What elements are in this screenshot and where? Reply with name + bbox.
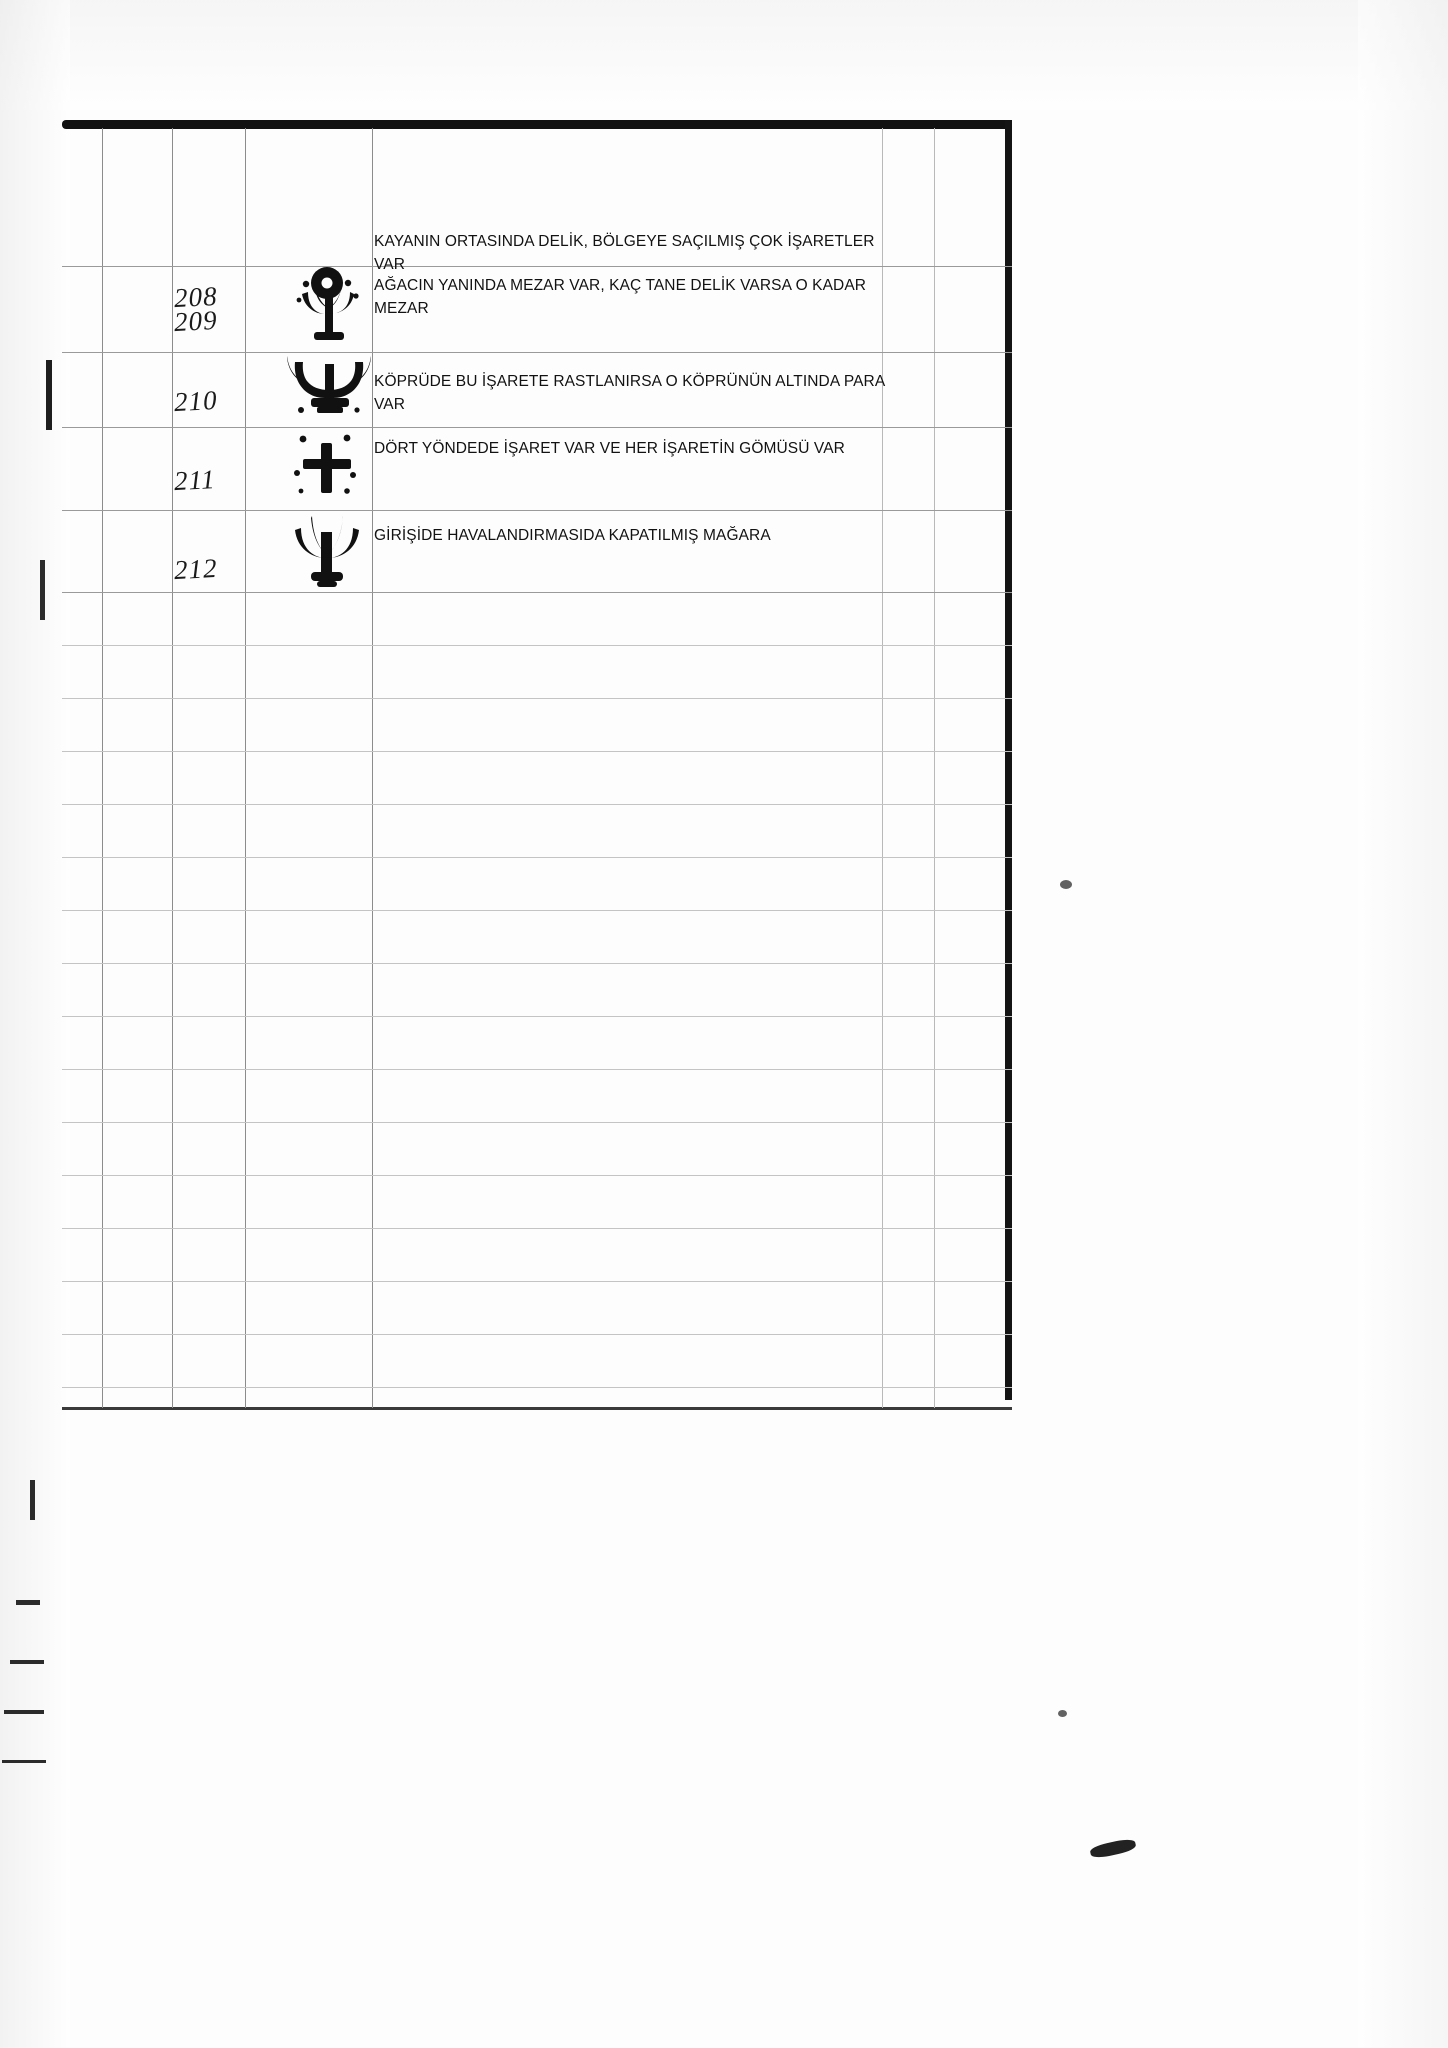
table-row xyxy=(62,352,1012,427)
scan-speck xyxy=(1060,880,1072,889)
row-description: KÖPRÜDE BU İŞARETE RASTLANIRSA O KÖPRÜNÜN ALTINDA PARA VAR xyxy=(374,373,885,414)
scan-edge-shading-right xyxy=(1358,0,1448,2048)
row-rule xyxy=(62,1228,1012,1229)
row-number: 209 xyxy=(173,304,219,338)
scan-smudge xyxy=(1089,1837,1137,1859)
table-row xyxy=(62,266,1012,352)
row-rule xyxy=(62,1122,1012,1123)
scan-artifact xyxy=(16,1600,40,1605)
row-rule xyxy=(62,857,1012,858)
row-rule xyxy=(62,1175,1012,1176)
row-number: 210 xyxy=(173,384,219,418)
row-rule xyxy=(62,1016,1012,1017)
cross-with-four-dots-symbol xyxy=(277,429,377,510)
row-rule xyxy=(62,804,1012,805)
scan-edge-shading-left xyxy=(0,0,70,2048)
scan-artifact xyxy=(2,1760,46,1763)
row-rule xyxy=(62,1334,1012,1335)
row-rule xyxy=(62,751,1012,752)
row-rule xyxy=(62,1281,1012,1282)
table-border-bottom xyxy=(62,1407,1012,1410)
scan-speck xyxy=(1058,1710,1067,1717)
row-description: KAYANIN ORTASINDA DELİK, BÖLGEYE SAÇILMIŞ ÇOK İŞARETLER VAR xyxy=(374,233,875,274)
table-row xyxy=(62,510,1012,592)
scan-artifact xyxy=(40,560,45,620)
trident-on-base-symbol xyxy=(277,348,377,431)
row-description: AĞACIN YANINDA MEZAR VAR, KAÇ TANE DELİK VARSA O KADAR MEZAR xyxy=(374,277,867,318)
table-row xyxy=(62,427,1012,510)
row-rule xyxy=(62,698,1012,699)
ledger-table xyxy=(62,120,1012,1410)
row-rule xyxy=(62,963,1012,964)
row-rule xyxy=(62,592,1012,593)
scan-edge-shading-top xyxy=(0,0,1448,110)
row-rule xyxy=(62,1387,1012,1388)
row-description: DÖRT YÖNDEDE İŞARET VAR VE HER İŞARETİN GÖMÜSÜ VAR xyxy=(374,440,845,457)
table-border-top xyxy=(62,120,1012,129)
row-rule xyxy=(62,910,1012,911)
row-number: 211 xyxy=(173,463,217,497)
row-rule xyxy=(62,645,1012,646)
scan-artifact xyxy=(30,1480,35,1520)
row-number: 208 xyxy=(173,280,219,314)
scan-artifact xyxy=(10,1660,44,1664)
tree-with-dots-symbol xyxy=(277,270,377,353)
row-description: GİRİŞİDE HAVALANDIRMASIDA KAPATILMIŞ MAĞARA xyxy=(374,527,771,544)
row-rule xyxy=(62,1069,1012,1070)
tree-on-base-symbol xyxy=(277,510,377,597)
scan-artifact xyxy=(46,360,52,430)
scan-artifact xyxy=(4,1710,44,1714)
row-number: 212 xyxy=(173,552,219,586)
